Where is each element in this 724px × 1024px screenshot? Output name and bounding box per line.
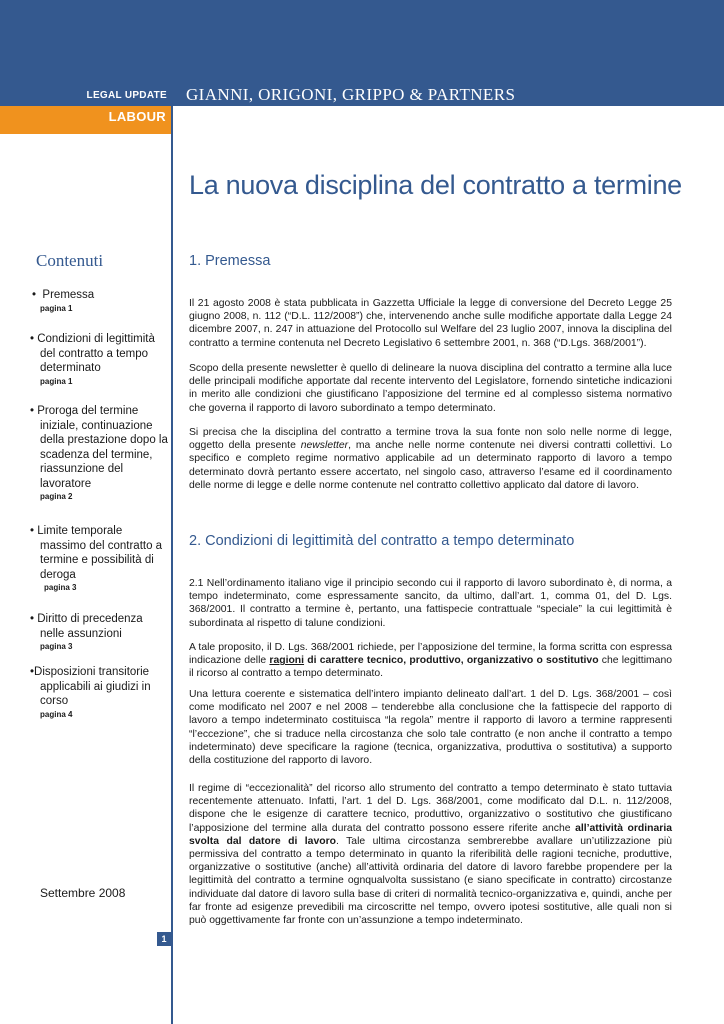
bullet-icon: •	[30, 666, 35, 678]
toc-item-label: Proroga del termine iniziale, continuazione della prestazione dopo la scadenza del termine, riassunzione del lavoratore	[37, 405, 168, 490]
page-number: 1	[157, 932, 171, 946]
toc-item-label: Diritto di precedenza nelle assunzioni	[37, 613, 143, 640]
toc-item-page: pagina 1	[40, 303, 73, 313]
toc-heading: Contenuti	[36, 251, 104, 270]
toc-item-label: Limite temporale massimo del contratto a termine e possibilità di deroga	[37, 525, 163, 581]
toc-item-premessa[interactable]	[28, 288, 170, 314]
toc-item-label: Disposizioni transitorie applicabili ai giudizi in corso	[34, 666, 151, 707]
bullet-icon: •	[32, 289, 37, 301]
paragraph: Il regime di “eccezionalità” del ricorso allo strumento del contratto a tempo determinato è stato tuttavia recentemente attenuato. Infatti, l’art. 1 del D. Lgs. 368/2001, come modificato dal D.L. n. 112/2008, dispone che le esigenze di carattere tecnico, produttivo, organizzativo o sostitutivo che giustificano l’apposizione del termine alla durata del contratto possono essere riferite anche all’attività ordinaria svolta dal datore di lavoro. Tale ultima circostanza sembrerebbe avallare un’utilizzazione più permissiva del contratto a tempo determinato in quanto la riferibilità delle ragioni tecniche, produttive, organizzative o sostitutive (anche) all’attività ordinaria del datore di lavoro farebbe propendere per la legittimità del contratto a termine ognqualvolta sussistano (e siano specificate in contratto) circostanze individuate dal datore di lavoro sulla base di criteri di normalità tecnico-organizzativa e, quindi, anche per far fronte ad esigenze prevedibili ma circoscritte nel tempo, ovvero ipotesi sostitutive, alle quali non si può oggettivamente far fronte con un’assunzione a tempo indeterminato.	[189, 783, 672, 927]
bullet-icon: •	[30, 525, 35, 537]
sidebar-divider	[171, 0, 173, 1024]
bullet-icon: •	[30, 405, 35, 417]
toc-item-page: pagina 3	[44, 583, 77, 592]
bullet-icon: •	[30, 333, 35, 345]
toc-item-page: pagina 1	[40, 376, 73, 386]
paragraph: 2.1 Nell’ordinamento italiano vige il principio secondo cui il rapporto di lavoro subordinato è, di norma, a tempo indeterminato, come espressamente sancito, da ultimo, dall’art. 1, comma 01, del D. Lgs. 368/2001. Il contratto a termine è, pertanto, una fattispecie contrattuale “speciale” la cui legittimità è subordinata al rispetto di talune condizioni.	[189, 578, 672, 629]
paragraph: Si precisa che la disciplina del contratto a termine trova la sua fonte non solo nelle norme di legge, oggetto della presente newsletter, ma anche nelle norme contenute nei diversi contratti collettivi. Lo specifico e completo regime normativo applicabile ad un determinato rapporto di lavoro a tempo determinato dovrà pertanto essere accertato, nel singolo caso, attraverso l’esame ed il coordinamento delle norme di legge e delle norme contenute nel contratto collettivo applicato dal datore di lavoro.	[189, 427, 672, 491]
toc-item-page: pagina 3	[40, 642, 73, 651]
emphasis-text: newsletter	[300, 440, 349, 452]
section-heading-condizioni: 2. Condizioni di legittimità del contratto a tempo determinato	[189, 533, 575, 549]
emphasis-text: ragioni	[269, 655, 305, 667]
toc-item-page: pagina 4	[40, 709, 73, 719]
practice-area-label: LABOUR	[108, 109, 166, 124]
emphasis-text: all’attività ordinaria svolta dal datore di lavoro	[189, 822, 672, 847]
page-title: La nuova disciplina del contratto a termine	[189, 170, 682, 200]
toc-item-condizioni[interactable]	[28, 332, 170, 387]
paragraph: A tale proposito, il D. Lgs. 368/2001 richiede, per l’apposizione del termine, la forma scritta con espressa indicazione delle ragioni di carattere tecnico, produttivo, organizzativo o sostitutivo che legittimano il ricorso al contratto a tempo determinato.	[189, 642, 672, 680]
firm-name: GIANNI, ORIGONI, GRIPPO & PARTNERS	[186, 85, 516, 104]
paragraph: Scopo della presente newsletter è quello di delineare la nuova disciplina del contratto a termine alla luce delle principali modifiche apportate dal recente intervento del Legislatore, fornendo sintetiche indicazioni in merito alle condizioni che giustificano l’apposizione del termine ed al complesso sistema normativo che governa il rapporto di lavoro subordinato a tempo determinato.	[189, 363, 672, 414]
legal-update-label: LEGAL UPDATE	[86, 90, 167, 101]
toc-item-proroga[interactable]	[28, 404, 170, 502]
toc-item-page: pagina 2	[40, 492, 73, 501]
emphasis-text: di carattere tecnico, produttivo, organizzativo o sostitutivo	[304, 655, 599, 667]
toc-item-label: Condizioni di legittimità del contratto a tempo determinato	[37, 333, 155, 374]
toc-item-diritto-precedenza[interactable]	[28, 612, 170, 652]
toc-item-limite-temporale[interactable]	[28, 524, 170, 593]
paragraph: Una lettura coerente e sistematica dell’intero impianto delineato dall’art. 1 del D. Lgs. 368/2001 – così come modificato nel 2007 e nel 2008 – tenderebbe alla conclusione che la fattispecie del rapporto di lavoro a tempo indeterminato costituisca “la regola” mentre il rapporto di lavoro a termine rappresenti “l’eccezione”, che si traduce nella circostanza che solo tale contratto (e non anche il contratto a tempo indeterminato) deve specificare la ragione (tecnica, organizzativa, produttiva o sostitutiva) a supporto della costituzione del rapporto di lavoro.	[189, 689, 672, 767]
toc-item-disposizioni-transitorie[interactable]	[28, 665, 170, 720]
bullet-icon: •	[30, 613, 35, 625]
paragraph: Il 21 agosto 2008 è stata pubblicata in Gazzetta Ufficiale la legge di conversione del Decreto Legge 25 giugno 2008, n. 112 (“D.L. 112/2008”) che, intervenendo anche sulle modifiche apportate dalla Legge 24 dicembre 2007, n. 247 in attuazione del Protocollo sul Welfare del 23 luglio 2007, innova la disciplina del contratto a termine contenuta nel Decreto Legislativo 6 settembre 2001, n. 368 (“D.Lgs. 368/2001”).	[189, 298, 672, 349]
section-heading-premessa: 1. Premessa	[189, 253, 271, 269]
issue-date: Settembre 2008	[40, 886, 126, 900]
toc-item-label: Premessa	[42, 289, 95, 301]
